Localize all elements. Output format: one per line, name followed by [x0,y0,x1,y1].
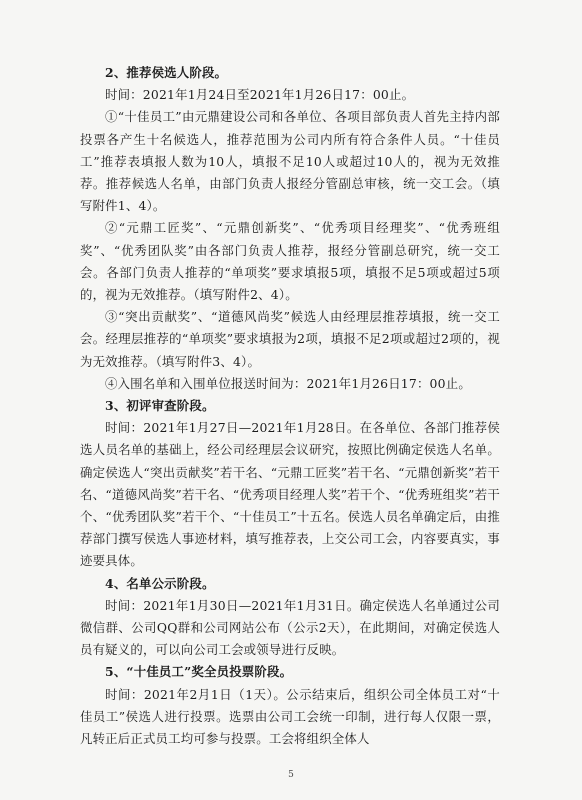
paragraph: ①“十佳员工”由元鼎建设公司和各单位、各项目部负责人首先主持内部投票各产生十名候选人，推荐范围为公司内所有符合条件人员。“十佳员工”推荐表填报人数为10人，填报不足10人或超过10人的，视为无效推荐。推荐候选人名单，由部门负责人报经分管副总审核，统一交工会。（填写附件1、4）。 [80,109,500,214]
document-body [80,62,500,750]
paragraph: ②“元鼎工匠奖”、“元鼎创新奖”、“优秀项目经理奖”、“优秀班组奖”、“优秀团队奖”由各部门负责人推荐，报经分管副总研究，统一交工会。各部门负责人推荐的“单项奖”要求填报5项，填报不足5项或超过5项的，视为无效推荐。（填写附件2、4）。 [80,220,500,303]
section-heading: 5、“十佳员工”奖全员投票阶段。 [105,664,293,680]
paragraph: 时间：2021年1月24日至2021年1月26日17：00止。 [105,87,415,103]
section-heading: 3、初评审查阶段。 [105,398,215,414]
page-number: 5 [288,770,294,780]
paragraph: ③“突出贡献奖”、“道德风尚奖”候选人由经理层推荐填报，统一交工会。经理层推荐的“单项奖”要求填报为2项，填报不足2项或超过2项的，视为无效推荐。（填写附件3、4）。 [80,309,500,369]
paragraph: ④入围名单和入围单位报送时间为：2021年1月26日17：00止。 [105,375,471,391]
section-heading: 2、推荐侯选人阶段。 [105,65,228,80]
paragraph: 时间：2021年1月30日—2021年1月31日。确定侯选人名单通过公司微信群、公司QQ群和公司网站公布（公示2天），在此期间，对确定侯选人员有疑义的，可以向公司工会或领导进行反映。 [80,597,500,658]
section-heading: 4、名单公示阶段。 [105,575,215,591]
paragraph: 时间：2021年2月1日（1天）。公示结束后，组织公司全体员工对“十佳员工”侯选人进行投票。选票由公司工会统一印制，进行每人仅限一票，凡转正后正式员工均可参与投票。工会将组织全体人 [80,686,500,747]
paragraph: 时间：2021年1月27日—2021年1月28日。在各单位、各部门推荐侯选人员名单的基础上，经公司经理层会议研究，按照比例确定侯选人名单。确定侯选人“突出贡献奖”若干名、“元鼎工匠奖”若干名、“元鼎创新奖”若干名、“道德风尚奖”若干名、“优秀项目经理人奖”若干个、“优秀班组奖”若干个、“优秀团队奖”若干个、“十佳员工”十五名。侯选人员名单确定后，由推荐部门撰写侯选人事迹材料，填写推荐表，上交公司工会，内容要真实，事迹要具体。 [80,420,500,569]
